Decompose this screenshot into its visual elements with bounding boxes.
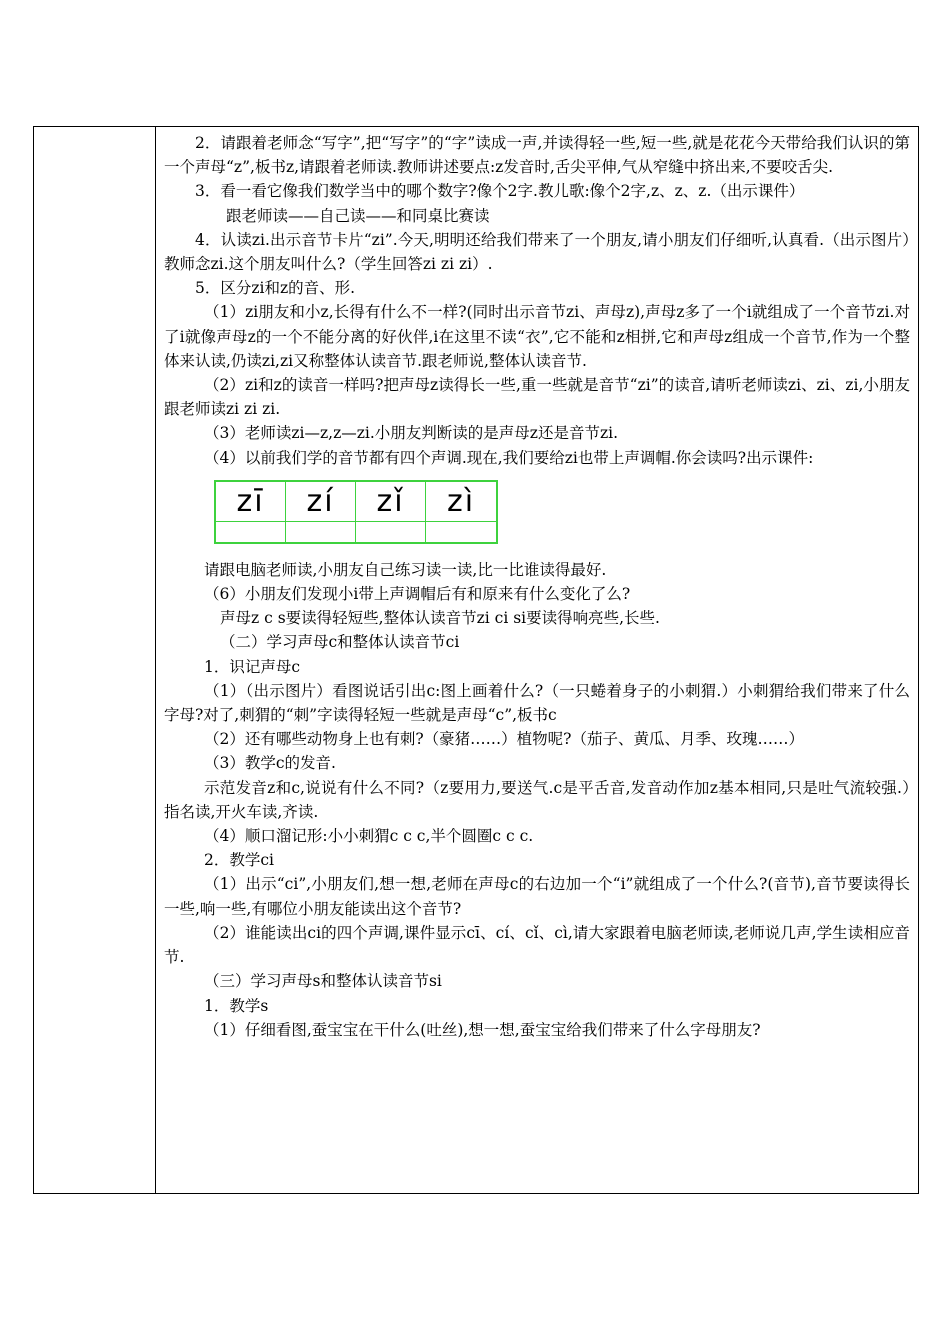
lesson-table [33, 126, 926, 1194]
paragraphs-top [164, 131, 910, 470]
paragraph: 4．认读zi.出示音节卡片“zi”.今天,明明还给我们带来了一个朋友,请小朋友们仔细听,认真看.（出示图片）教师念zi.这个朋友叫什么?（学生回答zi zi zi）. [164, 230, 910, 274]
tone-grid-lower-cell [216, 522, 286, 542]
lesson-content [164, 131, 926, 1042]
paragraphs-bottom [164, 558, 926, 1042]
paragraph: 5．区分zi和z的音、形. [195, 279, 356, 298]
paragraph: 跟老师读——自己读——和同桌比赛读 [226, 206, 490, 225]
column-divider [155, 127, 156, 1193]
tone-cell: zǐ [356, 482, 426, 522]
tone-cell: zī [216, 482, 286, 522]
tone-grid [214, 480, 498, 544]
paragraph: （3）老师读zi—z,z—zi.小朋友判断读的是声母z还是音节zi. [204, 424, 619, 443]
paragraph: （1）zi朋友和小z,长得有什么不一样?(同时出示音节zi、声母z),声母z多了一个i就组成了一个音节zi.对了i就像声母z的一个不能分离的好伙伴,i在这里不读“衣”,它不能和z相拼,它和声母z组成一个音节,作为一个整体来认读,仍读zi,zi又称整体认读音节.跟老师说,整体认读音节. [164, 303, 910, 370]
paragraph: （1）仔细看图,蚕宝宝在干什么(吐丝),想一想,蚕宝宝给我们带来了什么字母朋友? [204, 1020, 761, 1039]
paragraph: （2）谁能读出ci的四个声调,课件显示cī、cí、cǐ、cì,请大家跟着电脑老师读,老师说几声,学生读相应音节. [164, 923, 910, 967]
paragraph: （4）顺口溜记形:小小刺猬c c c,半个圆圈c c c. [204, 827, 534, 846]
paragraph: （4）以前我们学的音节都有四个声调.现在,我们要给zi也带上声调帽.你会读吗?出示课件: [204, 448, 814, 467]
paragraph: 2．教学ci [204, 851, 274, 870]
paragraph: （三）学习声母s和整体认读音节si [204, 972, 442, 991]
paragraph: （2）还有哪些动物身上也有刺?（豪猪……）植物呢?（茄子、黄瓜、月季、玫瑰……） [204, 730, 804, 749]
paragraph: 声母z c s要读得轻短些,整体认读音节zi ci si要读得响亮些,长些. [220, 609, 660, 628]
tone-cell: zì [426, 482, 496, 522]
paragraph: （2）zi和z的读音一样吗?把声母z读得长一些,重一些就是音节“zi”的读音,请听老师读zi、zi、zi,小朋友跟老师读zi zi zi. [164, 376, 910, 419]
paragraph: 2．请跟着老师念“写字”,把“写字”的“字”读成一声,并读得轻一些,短一些,就是花花今天带给我们认识的第一个声母“z”,板书z,请跟着老师读.教师讲述要点:z发音时,舌尖平伸,气从窄缝中挤出来,不要咬舌尖. [164, 134, 910, 177]
paragraph: （二）学习声母c和整体认读音节ci [220, 633, 460, 652]
paragraph: （1）出示“ci”,小朋友们,想一想,老师在声母c的右边加一个“i”就组成了一个什么?(音节),音节要读得长一些,响一些,有哪位小朋友能读出这个音节? [164, 875, 910, 918]
paragraph: 请跟电脑老师读,小朋友自己练习读一读,比一比谁读得最好. [204, 560, 607, 579]
paragraph: （6）小朋友们发现小i带上声调帽后有和原来有什么变化了么? [204, 585, 631, 604]
paragraph: 1．识记声母c [204, 657, 301, 676]
paragraph: （1）（出示图片）看图说话引出c:图上画着什么?（一只蜷着身子的小刺猬.）小刺猬给我们带来了什么字母?对了,刺猬的“刺”字读得轻短一些就是声母“c”,板书c [164, 681, 910, 725]
paragraph: （3）教学c的发音. [204, 754, 336, 773]
paragraph: 3．看一看它像我们数学当中的哪个数字?像个2字.教儿歌:像个2字,z、z、z.（出示课件） [195, 182, 805, 201]
paragraph: 示范发音z和c,说说有什么不同?（z要用力,要送气.c是平舌音,发音动作加z基本相同,只是吐气流较强.） 指名读,开火车读,齐读. [164, 778, 926, 821]
tone-grid-lower-cell [426, 522, 496, 542]
tone-grid-lower-cell [356, 522, 426, 542]
tone-grid-lower-cell [286, 522, 356, 542]
tone-cell: zí [286, 482, 356, 522]
paragraph: 1．教学s [204, 996, 269, 1015]
